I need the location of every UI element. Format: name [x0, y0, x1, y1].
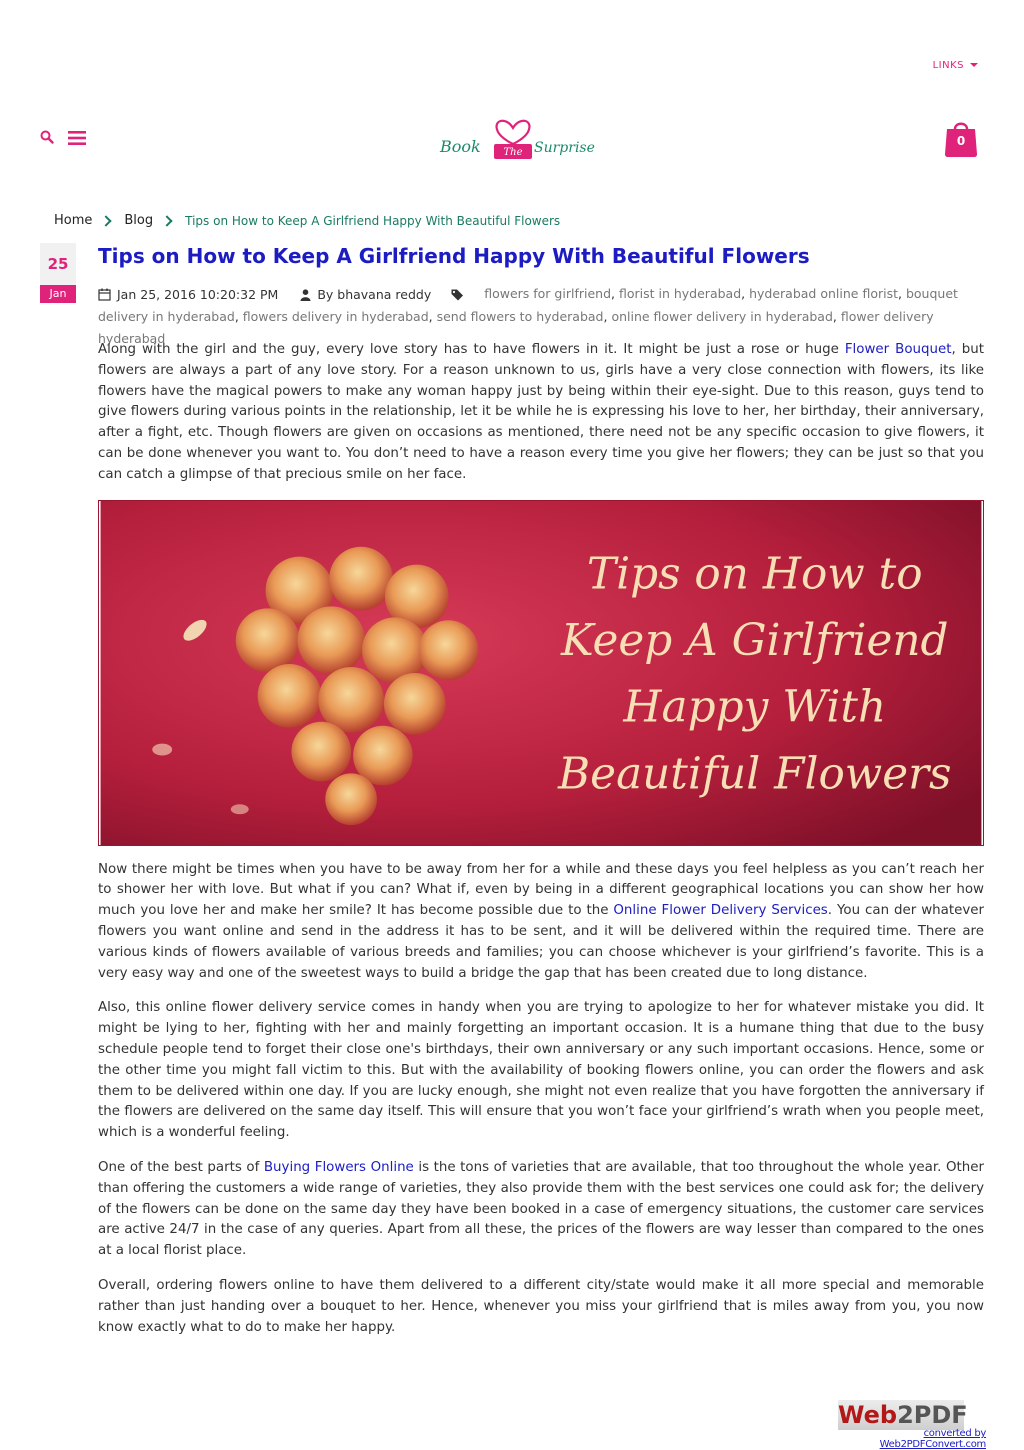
paragraph: Along with the girl and the guy, every love story has to have flowers in it. It might be just a rose or huge Flower Bouquet, but flowers are always a part of any love story. For a reason unknown to us, girls have a very close connection with flowers, its like flowers have the magical powers to make any woman happy just by being within their eye-sight. Due to this reason, guys tend to give flowers during various points in the relationship, let it be while he is expressing his love to her, her birthday, their anniversary, after a fight, etc. Though flowers are given on occasions as mentioned, there need not be any specific occasion to give flowers, it can be done whenever you want to. You don’t need to have a reason every time you give her flowers; they can be just so that you can catch a glimpse of that precious smile on her face. [98, 342, 984, 482]
chevron-right-icon [161, 215, 172, 226]
breadcrumb-home[interactable]: Home [54, 213, 93, 228]
online-flower-delivery-link[interactable]: Online Flower Delivery Services [613, 903, 828, 919]
post-tag[interactable]: florist in hyderabad [618, 286, 742, 301]
post-tag[interactable]: flowers delivery in hyderabad [242, 308, 429, 324]
post-date-day: 25 [40, 243, 76, 285]
site-logo[interactable] [438, 112, 595, 164]
web2pdf-badge[interactable] [816, 1400, 986, 1450]
post-tag[interactable]: flower delivery hyderabad [98, 308, 934, 346]
post-meta: Jan 25, 2016 10:20:32 PM By bhavana reddy flowers for girlfriend, florist in hyderabad, hyderabad online florist, bouquet delivery in hyderabad, flowers delivery in hyderabad, send flowers to hyderabad, online flower delivery in hyderabad, flower delivery hyderabad [98, 283, 984, 350]
hamburger-menu-icon[interactable] [68, 130, 86, 146]
breadcrumb-blog[interactable]: Blog [124, 213, 154, 228]
logo-word-the: The [503, 147, 523, 158]
logo-word-surprise: Surprise [534, 140, 595, 156]
breadcrumb [54, 213, 560, 228]
hero-line: Happy With [623, 681, 887, 733]
tags-icon [451, 289, 464, 301]
calendar-icon [98, 288, 111, 301]
post-author [300, 284, 431, 306]
post-body [98, 340, 984, 1352]
caret-down-icon [970, 63, 978, 67]
chevron-right-icon [101, 215, 112, 226]
links-menu[interactable] [933, 60, 978, 71]
post-date-month: Jan [40, 285, 76, 303]
web2pdf-logo: Web2PDF [838, 1401, 968, 1429]
user-icon [300, 289, 311, 301]
hero-line: Tips on How to [586, 548, 923, 600]
paragraph: One of the best parts of Buying Flowers Online is the tons of varieties that are available, that too throughout the whole year. Other than offering the customers a wide range of varieties, they also provide them with the best services one could ask for; the delivery of the flowers can be done on the same day they have been booked in a case of emergency situations, the customer care services are active 24/7 in the case of any queries. Apart from all these, the prices of the flowers are way lesser than compared to the ones at a local florist place. [98, 1159, 984, 1259]
links-label: LINKS [932, 60, 964, 71]
post-tag[interactable]: online flower delivery in hyderabad [611, 308, 833, 324]
search-icon[interactable] [40, 130, 54, 144]
flower-bouquet-link[interactable]: Flower Bouquet [844, 342, 952, 357]
hero-line: Keep A Girlfriend [560, 614, 949, 666]
tag-icon-wrap [451, 289, 470, 301]
post-tag[interactable]: flowers for girlfriend [484, 286, 612, 301]
post-tag[interactable]: send flowers to hyderabad [436, 308, 604, 324]
post-tag[interactable]: hyderabad online florist [749, 286, 898, 301]
post-datetime [98, 284, 278, 306]
post-tag[interactable]: bouquet delivery in hyderabad [98, 286, 958, 324]
post-date-badge [40, 243, 76, 303]
cart-button[interactable] [944, 120, 978, 158]
post-title: Tips on How to Keep A Girlfriend Happy With Beautiful Flowers [98, 244, 810, 268]
logo-word-book: Book [440, 137, 481, 156]
breadcrumb-current: Tips on How to Keep A Girlfriend Happy With Beautiful Flowers [185, 213, 561, 228]
paragraph: Now there might be times when you have to be away from her for a while and these days you feel helpless as you can’t reach her to shower her with love. But what if you can? What if, even by being in a different geographical locations you can show her how much you love her and make her smile? It has become possible due to the Online Flower Delivery Services. You can der whatever flowers you want online and send in the address it has to be sent, and it will be delivered within the required time. There are various kinds of flowers available of various breeds and families; you can choose whichever is your girlfriend’s favorite. This is a very easy way and one of the sweetest ways to build a bridge the gap that has been created due to long distance. [98, 861, 984, 981]
buying-flowers-online-link[interactable]: Buying Flowers Online [263, 1159, 414, 1175]
hero-image [98, 500, 984, 846]
paragraph: Also, this online flower delivery service comes in handy when you are trying to apologize to her for whatever mistake you did. It might be lying to her, fighting with her and mainly forgetting an important occasion. It is a humane thing that due to the busy schedule people tend to forget their close one's birthdays, their own anniversary or any such important occasions. Hence, some or the other time you might fall victim to this. But with the availability of booking flowers online, you can order the flowers and ask them to be delivered within one day. If you are lucky enough, she might not even realize that you have forgotten the anniversary if the flowers are delivered on the same day itself. This will ensure that you won’t face your girlfriend’s wrath when you people meet, which is a wonderful feeling. [98, 1000, 984, 1141]
hero-line: Beautiful Flowers [558, 747, 952, 799]
post-author-text[interactable]: By bhavana reddy [317, 286, 432, 302]
post-datetime-text: Jan 25, 2016 10:20:32 PM [117, 286, 279, 302]
converted-by-link[interactable]: converted by Web2PDFConvert.com [879, 1428, 986, 1450]
cart-count: 0 [956, 134, 966, 148]
paragraph: Overall, ordering flowers online to have them delivered to a different city/state would make it all more special and memorable rather than just handing over a bouquet to her. Hence, whenever you miss your girlfriend that is miles away from you, you now know exactly what to do to make her happy. [98, 1277, 984, 1335]
